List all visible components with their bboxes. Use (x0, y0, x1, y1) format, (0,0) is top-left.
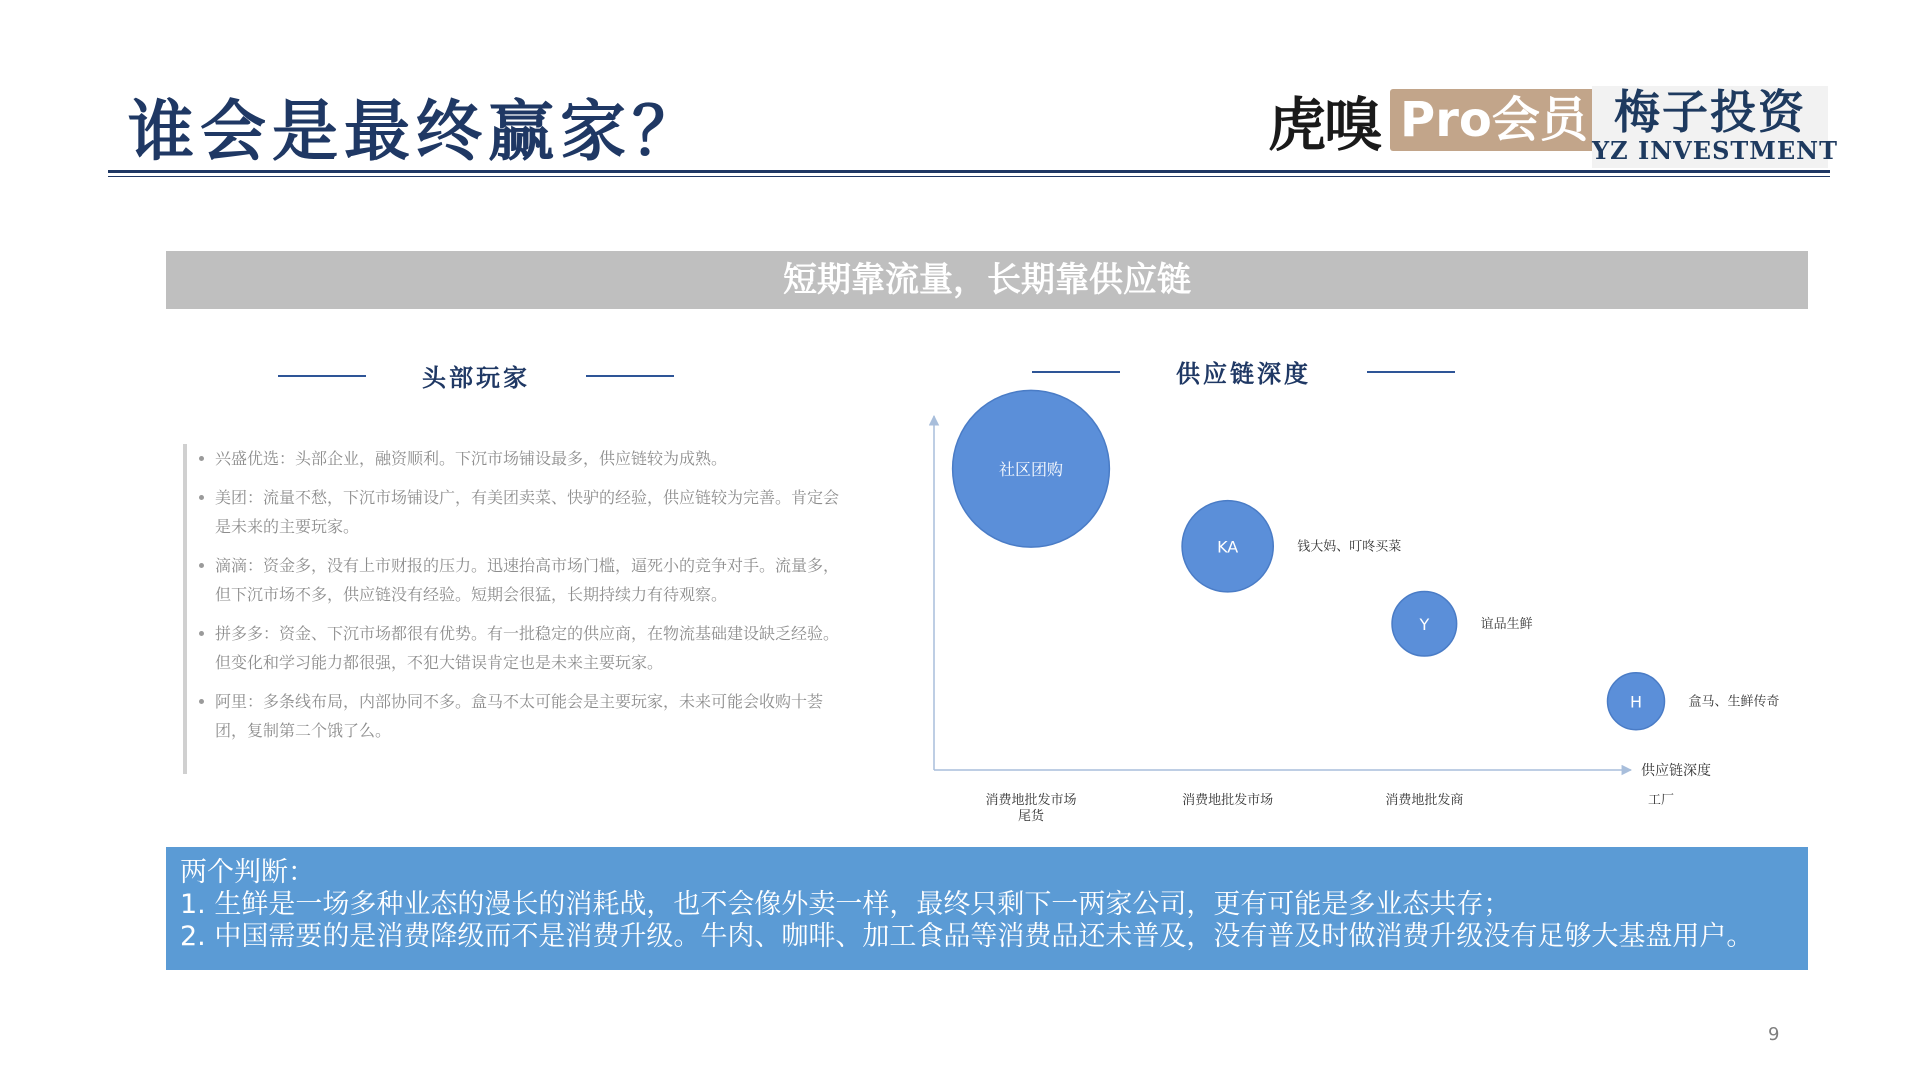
yz-logo-en: YZ INVESTMENT (1592, 136, 1838, 165)
supply-chain-bubble-chart (916, 404, 1780, 844)
leading-players-title: 头部玩家 (422, 363, 530, 392)
huxiu-pro-logo (1268, 84, 1598, 159)
heading-rule-left (1032, 371, 1120, 373)
supply-chain-depth-heading (1032, 354, 1455, 389)
page-number: 9 (1768, 1024, 1780, 1045)
bubble-label: KA (1217, 537, 1239, 557)
players-list-panel (183, 444, 851, 774)
bubble-label: H (1629, 692, 1643, 712)
page-title: 谁会是最终赢家？ (128, 92, 704, 170)
supply-chain-depth-title: 供应链深度 (1176, 359, 1311, 388)
x-tick-label: 工厂 (1647, 793, 1675, 808)
conclusion-line-2: 2. 中国需要的是消费降级而不是消费升级。牛肉、咖啡、加工食品等消费品还未普及，没有普及时做消费升级没有足够大基盘用户。 (180, 921, 1754, 952)
list-item: 拼多多：资金、下沉市场都很有优势。有一批稳定的供应商，在物流基础建设缺乏经验。但变化和学习能力都很强，不犯大错误肯定也是未来主要玩家。 (215, 619, 851, 677)
yz-investment-logo (1592, 85, 1838, 168)
heading-rule-left (278, 375, 366, 377)
x-tick-label: 尾货 (1017, 809, 1045, 824)
conclusion-heading: 两个判断： (180, 857, 315, 888)
x-tick-label: 消费地批发市场 (985, 793, 1077, 808)
bubble-annotation: 盒马、生鲜传奇 (1688, 694, 1780, 710)
bubble-chart-svg (916, 404, 1780, 844)
leading-players-heading (278, 358, 674, 393)
list-item: 兴盛优选：头部企业，融资顺利。下沉市场铺设最多，供应链较为成熟。 (215, 444, 851, 473)
huxiu-logo-text: 虎嗅 (1268, 91, 1381, 159)
conclusion-box (166, 847, 1808, 970)
bubble-label: 社区团购 (998, 459, 1064, 479)
bubble-label: Y (1419, 614, 1430, 634)
heading-rule-right (1367, 371, 1455, 373)
key-message-banner: 短期靠流量，长期靠供应链 (166, 251, 1808, 309)
conclusion-line-1: 1. 生鲜是一场多种业态的漫长的消耗战，也不会像外卖一样，最终只剩下一两家公司，更有可能是多业态共存； (180, 889, 1511, 920)
title-divider-thin (108, 176, 1830, 177)
list-item: 阿里：多条线布局，内部协同不多。盒马不太可能会是主要玩家，未来可能会收购十荟团，复制第二个饿了么。 (215, 687, 851, 745)
bubble-annotation: 钱大妈、叮咚买菜 (1297, 539, 1402, 555)
list-item: 滴滴：资金多，没有上市财报的压力。迅速抬高市场门槛，逼死小的竞争对手。流量多，但下沉市场不多，供应链没有经验。短期会很猛，长期持续力有待观察。 (215, 551, 851, 609)
title-divider (108, 170, 1830, 173)
x-axis-label: 供应链深度 (1641, 763, 1711, 779)
pro-member-badge: Pro会员 (1390, 89, 1598, 151)
x-tick-label: 消费地批发商 (1385, 793, 1464, 808)
heading-rule-right (586, 375, 674, 377)
bubble-annotation: 谊品生鲜 (1480, 616, 1533, 632)
x-tick-label: 消费地批发市场 (1182, 793, 1274, 808)
yz-logo-cn: 梅子投资 (1614, 85, 1806, 139)
list-item: 美团：流量不愁，下沉市场铺设广，有美团卖菜、快驴的经验，供应链较为完善。肯定会是未来的主要玩家。 (215, 483, 851, 541)
